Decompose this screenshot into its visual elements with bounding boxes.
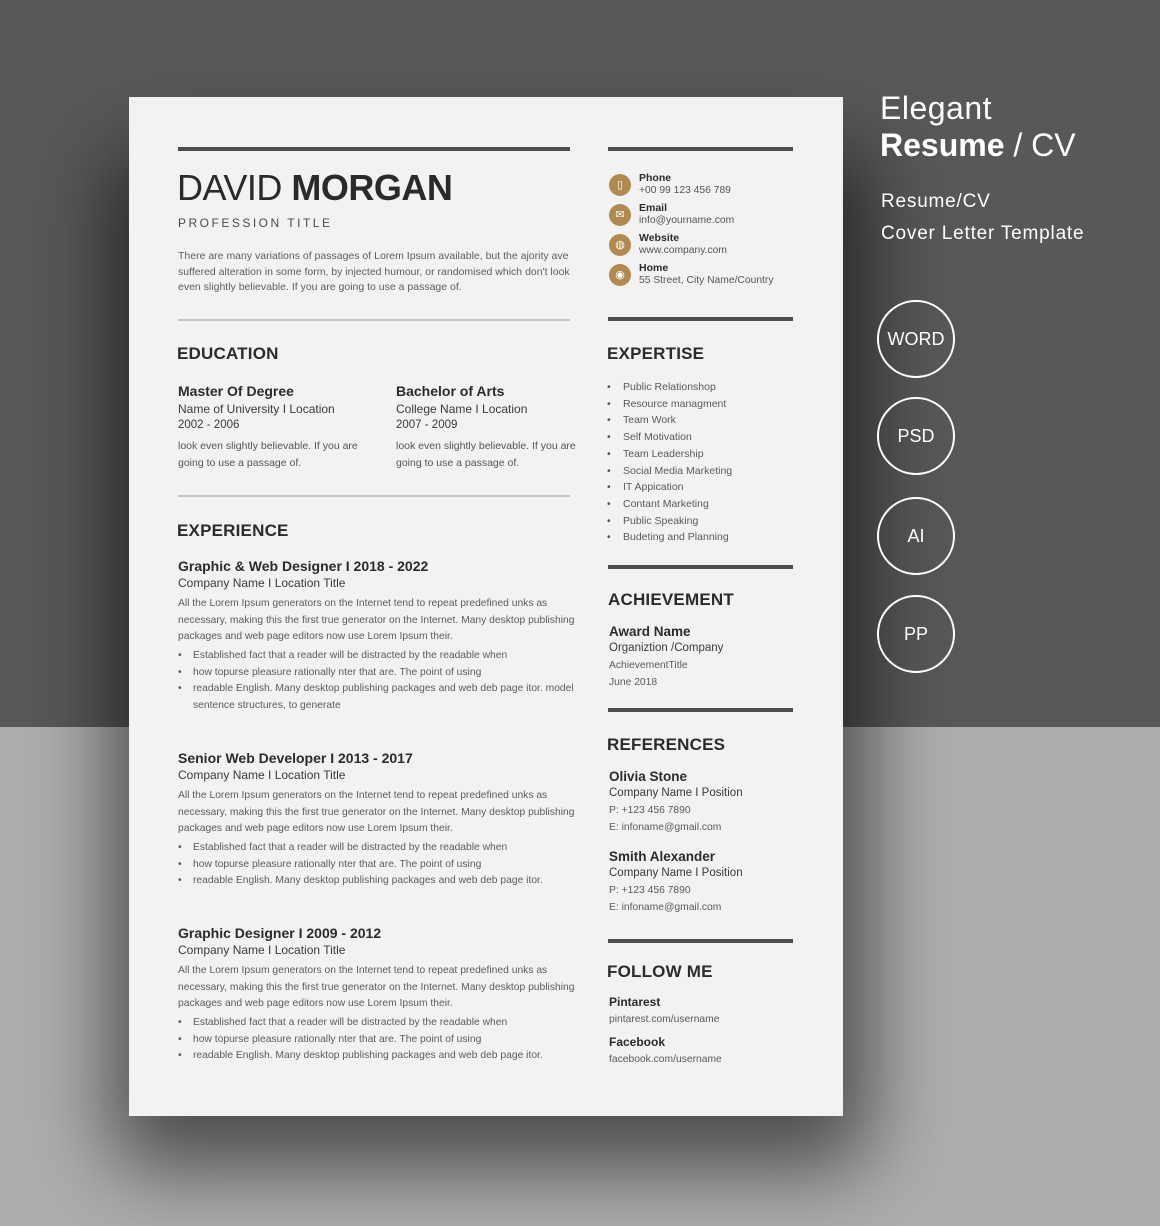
education-heading: EDUCATION (177, 344, 279, 363)
list-item: • Public Relationshop (607, 379, 732, 396)
job-title: Graphic & Web Designer I 2018 - 2022 (178, 558, 429, 574)
contact-label: Email (639, 202, 668, 214)
globe-icon: ◍ (609, 234, 631, 256)
list-item: • Budeting and Planning (607, 529, 732, 546)
contact-value: info@yourname.com (639, 215, 735, 226)
degree: Master Of Degree (178, 383, 294, 399)
social-network: Pintarest (609, 995, 661, 1009)
school: Name of University I Location (178, 402, 335, 416)
contact-value: +00 99 123 456 789 (639, 185, 731, 196)
reference-name: Smith Alexander (609, 849, 716, 864)
social-item (609, 994, 809, 1028)
job-description: All the Lorem Ipsum generators on the Internet tend to repeat predefined unks as necessary, making this the first true generator on the Internet. Many desktop publishing packages and web page editors now use Lorem Ipsum their. (178, 965, 575, 1010)
job-bullets (178, 840, 578, 890)
contact-value: 55 Street, City Name/Country (639, 275, 774, 286)
reference-company: Company Name I Position (609, 787, 743, 799)
sidebar-rule (608, 939, 793, 943)
job-bullets (178, 648, 578, 715)
job-title: Graphic Designer I 2009 - 2012 (178, 925, 382, 941)
profession-title: PROFESSION TITLE (178, 216, 333, 230)
list-item: • readable English. Many desktop publishing packages and web deb page itor. (178, 1048, 578, 1065)
job-company: Company Name I Location Title (178, 576, 346, 590)
degree: Bachelor of Arts (396, 383, 505, 399)
sidebar-rule (608, 317, 793, 321)
full-name (177, 167, 452, 209)
job-description: All the Lorem Ipsum generators on the Internet tend to repeat predefined unks as necessary, making this the first true generator on the Internet. Many desktop publishing packages and web page editors now use Lorem Ipsum their. (178, 790, 575, 835)
intro-text: There are many variations of passages of Lorem Ipsum available, but the ajority ave suffered alteration in some form, by injected humour, or randomised which don't look even slightly believable. If you are going to use a passage of. (178, 250, 570, 293)
format-badge-psd: PSD (877, 397, 955, 475)
list-item: • Established fact that a reader will be distracted by the readable when (178, 648, 578, 665)
promo-title (880, 90, 1076, 164)
follow-heading: FOLLOW ME (607, 962, 713, 981)
school: College Name I Location (396, 402, 528, 416)
list-item: • readable English. Many desktop publishing packages and web deb page itor. model sentence structures, to generate (178, 681, 578, 715)
references-heading: REFERENCES (607, 735, 726, 754)
list-item: • Public Speaking (607, 513, 732, 530)
format-badge-pp: PP (877, 595, 955, 673)
job-company: Company Name I Location Title (178, 943, 346, 957)
contact-label: Website (639, 232, 680, 244)
format-badge-word: WORD (877, 300, 955, 378)
format-badge-ai: AI (877, 497, 955, 575)
first-name: DAVID (177, 167, 292, 208)
reference-item (609, 848, 809, 916)
sidebar-rule (608, 708, 793, 712)
divider (178, 319, 570, 321)
promo-title-line2 (880, 126, 1076, 164)
social-network: Facebook (609, 1035, 666, 1049)
job-description: All the Lorem Ipsum generators on the Internet tend to repeat predefined unks as necessary, making this the first true generator on the Internet. Many desktop publishing packages and web page editors now use Lorem Ipsum their. (178, 598, 575, 643)
achievement-heading: ACHIEVEMENT (608, 590, 734, 609)
expertise-list (607, 379, 732, 546)
list-item: • Established fact that a reader will be distracted by the readable when (178, 1015, 578, 1032)
last-name: MORGAN (291, 167, 453, 208)
promo-subtitle-line1: Resume/CV (881, 191, 991, 212)
promo-title-line1: Elegant (880, 90, 993, 126)
promo-subtitle-line2: Cover Letter Template (881, 223, 1085, 244)
education-item (178, 383, 368, 472)
promo-title-rest: / CV (1004, 127, 1076, 163)
reference-phone: P: +123 456 7890 (609, 805, 691, 816)
years: 2002 - 2006 (178, 419, 240, 431)
list-item: • Resource managment (607, 396, 732, 413)
list-item: • how topurse pleasure rationally nter that are. The point of using (178, 1032, 578, 1049)
sidebar-rule (608, 147, 793, 151)
list-item: • Team Work (607, 412, 732, 429)
reference-item (609, 768, 809, 836)
list-item: • how topurse pleasure rationally nter that are. The point of using (178, 665, 578, 682)
resume-page (129, 97, 843, 1116)
contact-website (609, 234, 809, 260)
divider (178, 495, 570, 497)
contact-value: www.company.com (639, 245, 727, 256)
list-item: • IT Appication (607, 479, 732, 496)
sidebar-rule (608, 565, 793, 569)
list-item: • Self Motivation (607, 429, 732, 446)
reference-phone: P: +123 456 7890 (609, 885, 691, 896)
expertise-heading: EXPERTISE (607, 344, 705, 363)
achievement-block (609, 623, 809, 691)
award-date: June 2018 (609, 677, 658, 688)
reference-company: Company Name I Position (609, 867, 743, 879)
job-company: Company Name I Location Title (178, 768, 346, 782)
contact-label: Phone (639, 172, 672, 184)
education-desc: look even slightly believable. If you are going to use a passage of. (178, 440, 358, 469)
phone-icon: ▯ (609, 174, 631, 196)
social-url: facebook.com/username (609, 1054, 722, 1065)
list-item: • Social Media Marketing (607, 463, 732, 480)
contact-phone (609, 174, 809, 200)
reference-email: E: infoname@gmail.com (609, 822, 722, 833)
award-title: AchievementTitle (609, 660, 688, 671)
location-icon: ◉ (609, 264, 631, 286)
award-name: Award Name (609, 624, 691, 639)
social-url: pintarest.com/username (609, 1014, 720, 1025)
job-title: Senior Web Developer I 2013 - 2017 (178, 750, 413, 766)
job-entry (178, 749, 578, 890)
job-entry (178, 924, 578, 1065)
promo-subtitle (881, 186, 1084, 250)
list-item: • Contant Marketing (607, 496, 732, 513)
list-item: • Team Leadership (607, 446, 732, 463)
contact-email (609, 204, 809, 230)
header-rule (178, 147, 570, 151)
job-entry (178, 557, 578, 715)
job-bullets (178, 1015, 578, 1065)
contact-label: Home (639, 262, 669, 274)
email-icon: ✉ (609, 204, 631, 226)
list-item: • how topurse pleasure rationally nter that are. The point of using (178, 857, 578, 874)
years: 2007 - 2009 (396, 419, 458, 431)
experience-heading: EXPERIENCE (177, 521, 289, 540)
list-item: • readable English. Many desktop publishing packages and web deb page itor. (178, 873, 578, 890)
reference-name: Olivia Stone (609, 769, 688, 784)
social-item (609, 1034, 809, 1068)
reference-email: E: infoname@gmail.com (609, 902, 722, 913)
contact-home (609, 264, 809, 290)
award-org: Organiztion /Company (609, 642, 724, 654)
education-item (396, 383, 586, 472)
education-desc: look even slightly believable. If you are going to use a passage of. (396, 440, 576, 469)
list-item: • Established fact that a reader will be distracted by the readable when (178, 840, 578, 857)
promo-title-bold: Resume (880, 127, 1005, 163)
